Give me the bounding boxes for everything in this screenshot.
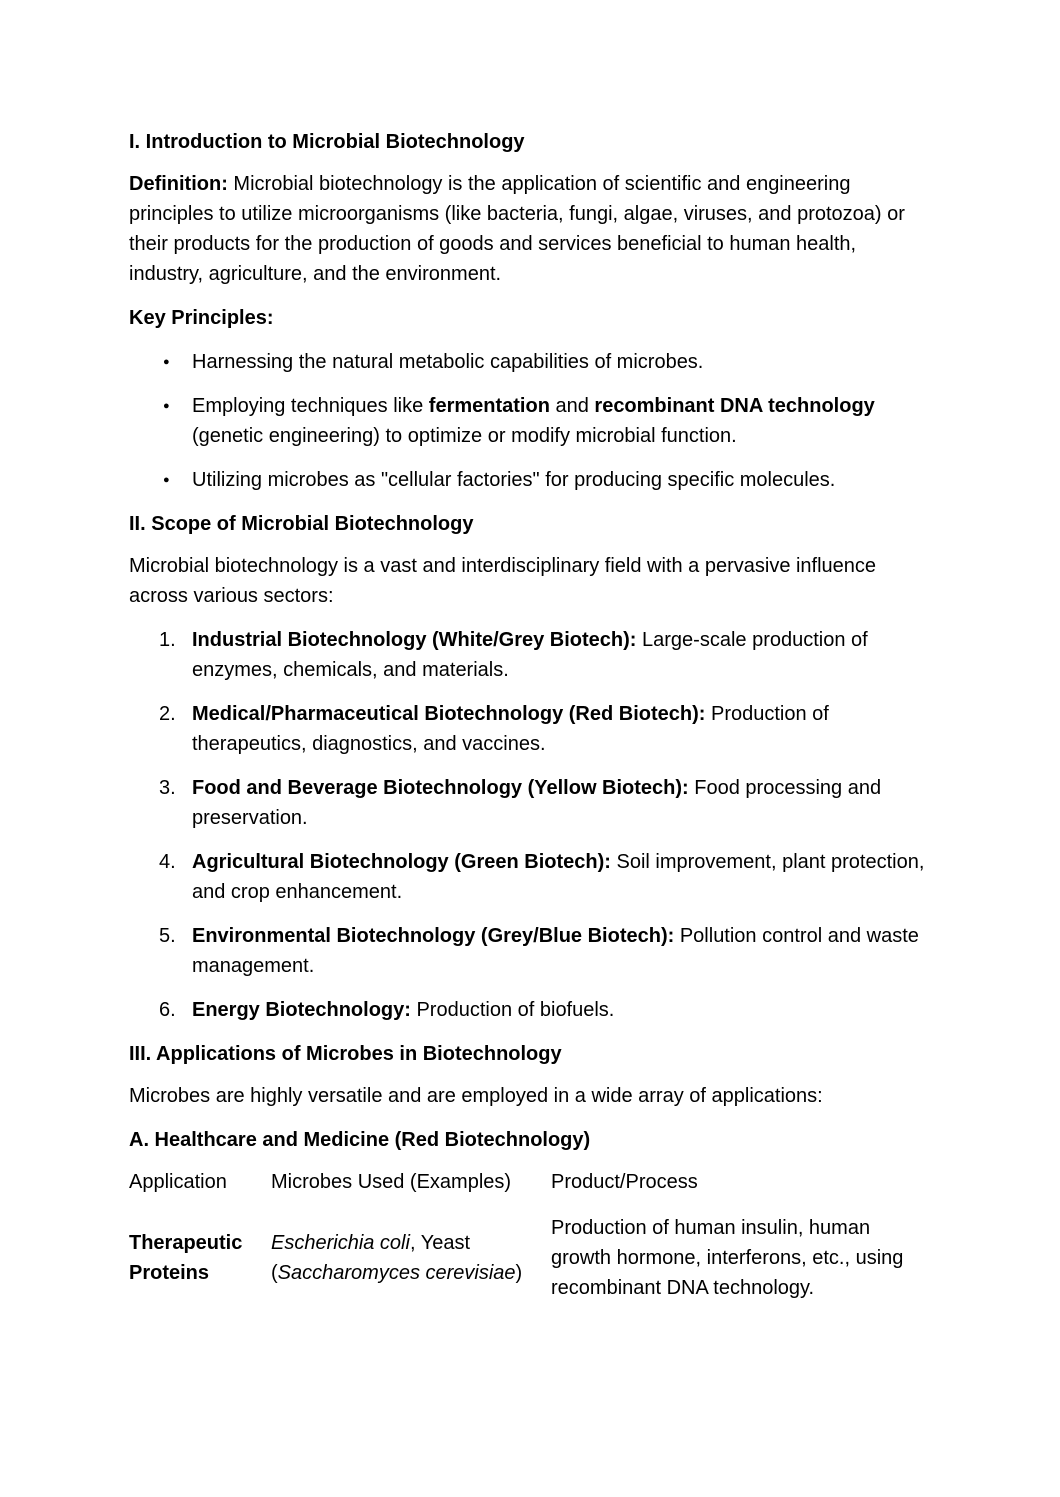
table-cell-microbes: Escherichia coli, Yeast (Saccharomyces cerevisiae) (271, 1232, 523, 1284)
list-item: 6. Energy Biotechnology: Production of biofuels. (159, 999, 615, 1021)
subheading-healthcare: A. Healthcare and Medicine (Red Biotechnology) (129, 1129, 591, 1151)
list-item: ● Utilizing microbes as "cellular factories" for producing specific molecules. (129, 465, 934, 495)
list-item: 5. Environmental Biotechnology (Grey/Blue Biotech): Pollution control and waste management. (159, 925, 919, 977)
definition-text: Microbial biotechnology is the application of scientific and engineering principles to utilize microorganisms (like bacteria, fungi, algae, viruses, and protozoa) or their products for the production of goods and services beneficial to human health, industry, agriculture, and the environment. (129, 173, 905, 285)
list-item: 2. Medical/Pharmaceutical Biotechnology (Red Biotech): Production of therapeutics, diagnostics, and vaccines. (159, 703, 829, 755)
scope-intro: Microbial biotechnology is a vast and interdisciplinary field with a pervasive influence across various sectors: (129, 555, 877, 607)
section-heading-scope: II. Scope of Microbial Biotechnology (129, 513, 474, 535)
table-row (129, 1213, 931, 1303)
table-cell-application: Therapeutic Proteins (129, 1232, 243, 1284)
list-item: 3. Food and Beverage Biotechnology (Yellow Biotech): Food processing and preservation. (159, 777, 882, 829)
applications-table (129, 1167, 931, 1303)
table-header-row (129, 1167, 931, 1213)
list-item: ● Harnessing the natural metabolic capabilities of microbes. (129, 347, 934, 377)
list-item: 1. Industrial Biotechnology (White/Grey Biotech): Large-scale production of enzymes, chemicals, and materials. (159, 629, 868, 681)
section-heading-applications: III. Applications of Microbes in Biotechnology (129, 1043, 562, 1065)
scope-list (129, 625, 934, 1025)
key-principles-list (129, 347, 934, 495)
table-header-cell: Microbes Used (Examples) (271, 1171, 512, 1193)
list-item: 4. Agricultural Biotechnology (Green Biotech): Soil improvement, plant protection, and crop enhancement. (159, 851, 925, 903)
table-header-cell: Application (129, 1171, 227, 1193)
definition-paragraph (129, 169, 934, 289)
list-item: ● Employing techniques like fermentation and recombinant DNA technology (genetic engineering) to optimize or modify microbial function. (129, 391, 934, 451)
table-cell-product: Production of human insulin, human growth hormone, interferons, etc., using recombinant DNA technology. (551, 1217, 904, 1299)
section-heading-introduction: I. Introduction to Microbial Biotechnology (129, 131, 525, 153)
applications-intro: Microbes are highly versatile and are employed in a wide array of applications: (129, 1085, 823, 1107)
key-principles-label: Key Principles: (129, 307, 274, 329)
definition-label: Definition: (129, 173, 228, 195)
table-header-cell: Product/Process (551, 1171, 698, 1193)
